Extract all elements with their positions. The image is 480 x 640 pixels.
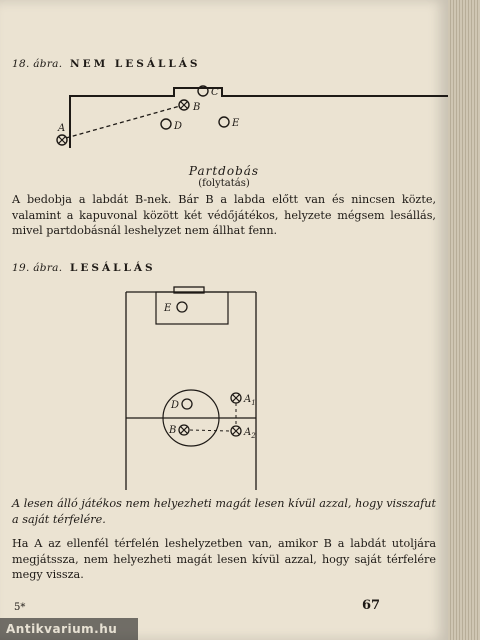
pass-line [190,430,230,431]
figure-18-number: 18. ábra. [12,58,63,70]
label-c: C [211,87,219,98]
section-subtitle: (folytatás) [198,178,250,189]
label-e: E [232,118,240,129]
label-d: D [174,121,183,132]
figure-19-diagram [0,280,448,490]
section-title: Partdobás [188,164,260,178]
player-e-marker [219,117,229,127]
paragraph-1: A bedobja a labdát B-nek. Bár B a labda előtt van és nincsen közte, valamint a kapuvonal között két védőjátékos, helyzete mégsem lesállás, mivel partdobásnál leshelyzet nem állhat fenn. [12,193,436,237]
label-a: A [58,123,66,134]
player-a2-marker [231,426,241,436]
player-d-marker [161,119,171,129]
player-e-marker [177,302,187,312]
player-a-marker [57,135,67,145]
label-a2: $A_2$ [244,427,256,440]
label-b: B [193,102,201,113]
pass-line [66,106,183,138]
paragraph-2: A lesen álló játékos nem helyezheti magát lesen kívül azzal, hogy visszafut a saját térfelére. [12,497,436,526]
label-b: B [169,425,177,436]
label-e: E [164,303,172,314]
figure-19-title: LESÁLLÁS [69,262,156,274]
watermark: Antikvarium.hu [0,618,138,640]
label-a1: $A_1$ [244,394,256,407]
figure-18-caption [12,58,200,70]
paragraph-3: Ha A az ellenfél térfelén leshelyzetben van, amikor B a labdát utoljára megjátssza, nem helyezheti magát lesen kívül azzal, hogy saját térfelére megy vissza. [12,537,436,581]
goal-line [70,88,448,148]
page-number: 67 [362,598,381,613]
signature-mark: 5* [14,602,26,613]
figure-18-title: NEM LESÁLLÁS [69,58,201,70]
figure-19-number: 19. ábra. [12,262,63,274]
figure-18-diagram [0,70,448,160]
figure-19-caption [12,262,156,274]
player-b-marker [179,425,189,435]
label-d: D [171,400,180,411]
player-b-marker [179,100,189,110]
player-d-marker [182,399,192,409]
page-edges [448,0,480,640]
player-a1-marker [231,393,241,403]
